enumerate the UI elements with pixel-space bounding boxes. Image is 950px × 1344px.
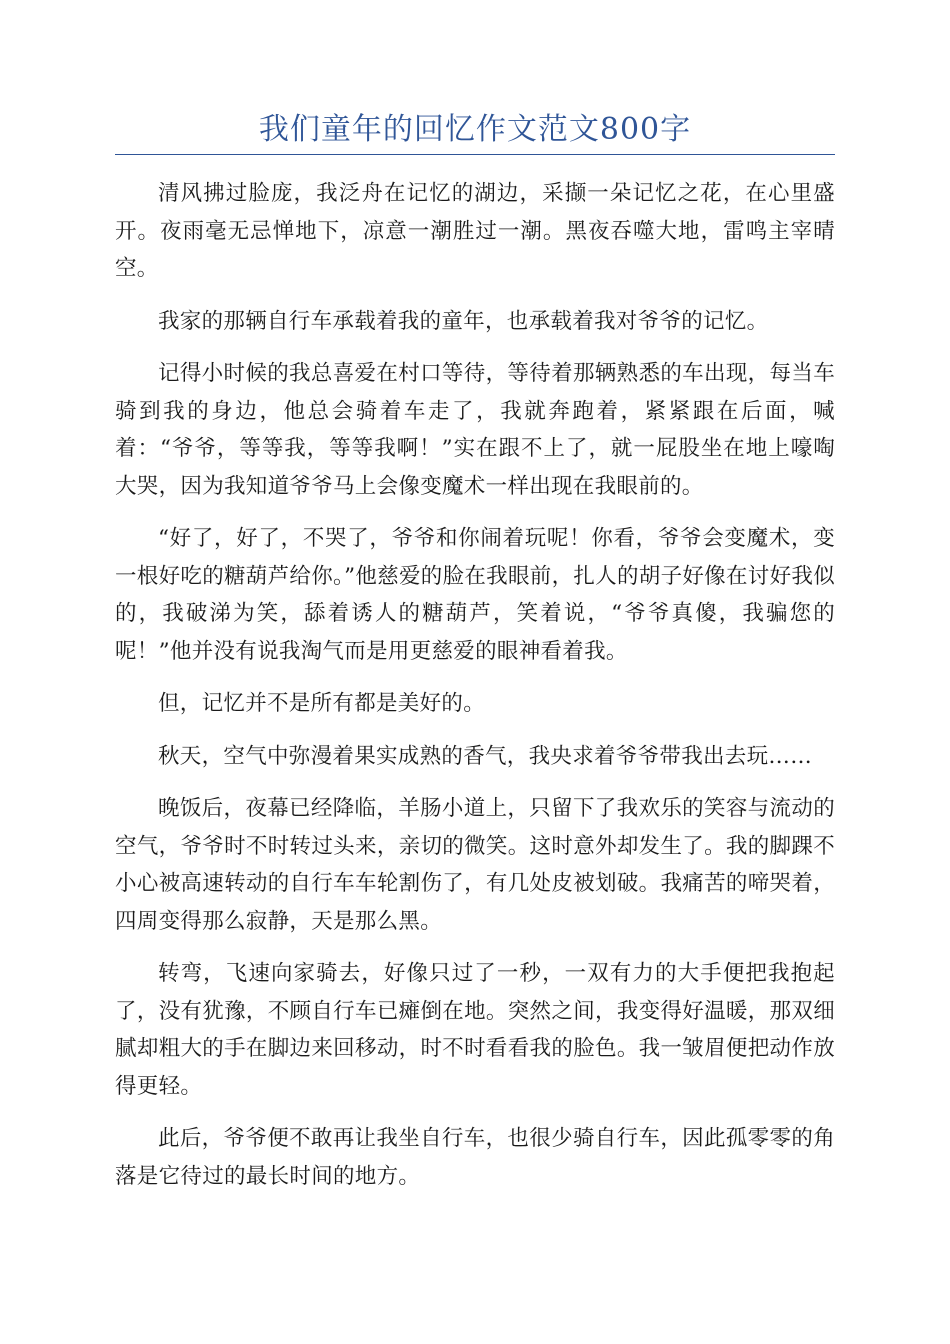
document-title: 我们童年的回忆作文范文800字 (258, 112, 692, 147)
paragraph-1: 清风拂过脸庞，我泛舟在记忆的湖边，采撷一朵记忆之花，在心里盛开。夜雨毫无忌惮地下，凉意一潮胜过一潮。黑夜吞噬大地，雷鸣主宰晴空。 (115, 181, 835, 281)
paragraph-9: 此后，爷爷便不敢再让我坐自行车，也很少骑自行车，因此孤零零的角落是它待过的最长时间的地方。 (115, 1126, 835, 1189)
document-body (115, 175, 835, 1195)
paragraph-4: “好了，好了，不哭了，爷爷和你闹着玩呢！你看，爷爷会变魔术，变一根好吃的糖葫芦给你。”他慈爱的脸在我眼前，扎人的胡子好像在讨好我似的，我破涕为笑，舔着诱人的糖葫芦，笑着说，“爷爷真傻，我骗您的呢！”他并没有说我淘气而是用更慈爱的眼神看着我。 (115, 526, 835, 664)
document-page (115, 108, 835, 1210)
paragraph-8: 转弯，飞速向家骑去，好像只过了一秒，一双有力的大手便把我抱起了，没有犹豫，不顾自行车已瘫倒在地。突然之间，我变得好温暖，那双细腻却粗大的手在脚边来回移动，时不时看看我的脸色。我一皱眉便把动作放得更轻。 (115, 961, 835, 1099)
title-underline (115, 154, 835, 155)
paragraph-2: 我家的那辆自行车承载着我的童年，也承载着我对爷爷的记忆。 (158, 308, 769, 334)
paragraph-7: 晚饭后，夜幕已经降临，羊肠小道上，只留下了我欢乐的笑容与流动的空气，爷爷时不时转过头来，亲切的微笑。这时意外却发生了。我的脚踝不小心被高速转动的自行车车轮割伤了，有几处皮被划破。我痛苦的啼哭着，四周变得那么寂静，天是那么黑。 (115, 796, 835, 934)
paragraph-6: 秋天，空气中弥漫着果实成熟的香气，我央求着爷爷带我出去玩…… (158, 743, 813, 769)
paragraph-5: 但，记忆并不是所有都是美好的。 (158, 691, 486, 716)
paragraph-3: 记得小时候的我总喜爱在村口等待，等待着那辆熟悉的车出现，每当车骑到我的身边，他总会骑着车走了，我就奔跑着，紧紧跟在后面，喊着：“爷爷，等等我，等等我啊！”实在跟不上了，就一屁股坐在地上嚎啕大哭，因为我知道爷爷马上会像变魔术一样出现在我眼前的。 (115, 361, 835, 499)
